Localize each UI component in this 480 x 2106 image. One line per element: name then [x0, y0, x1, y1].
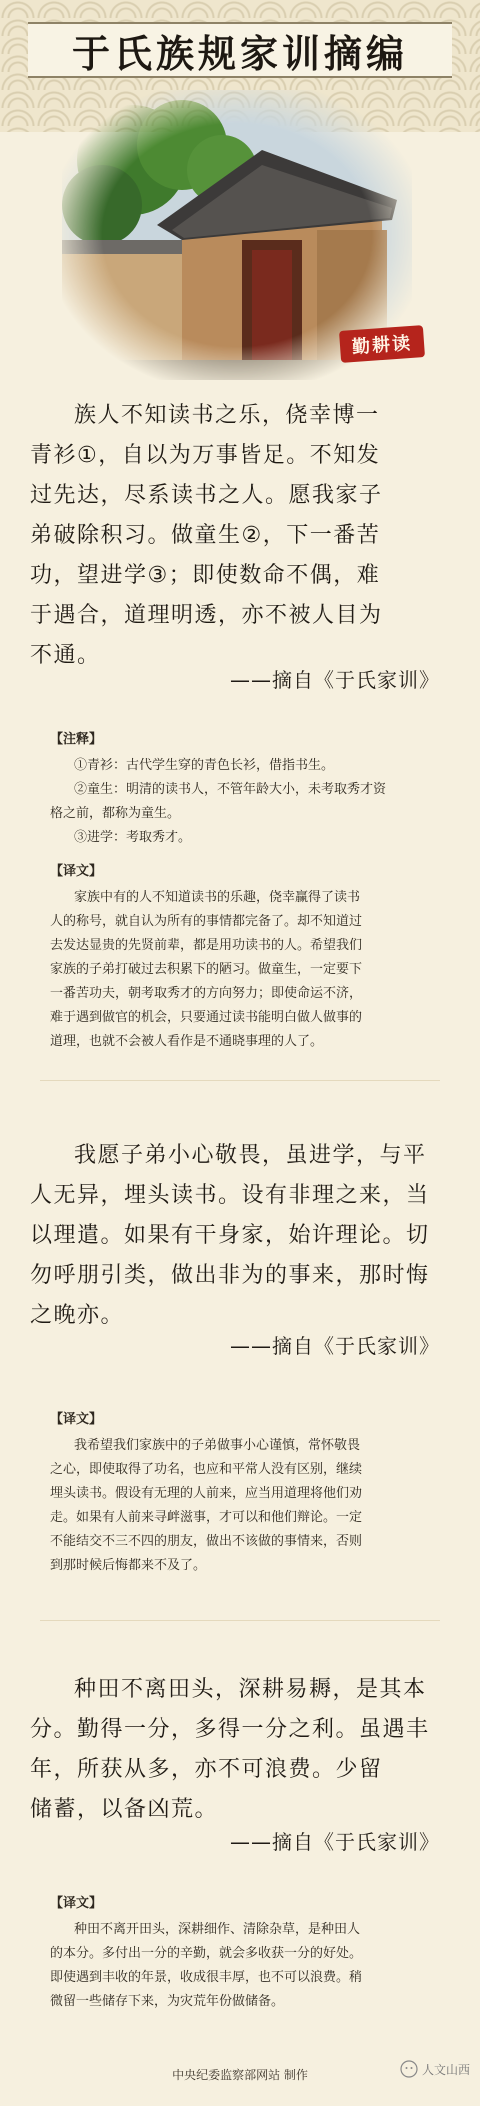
quote-line: 于遇合，道理明透，亦不被人目为 — [30, 603, 383, 628]
quote-line: 人无异，埋头读书。设有非理之来，当 — [30, 1183, 430, 1208]
quote-line: 之晚亦。 — [30, 1303, 125, 1328]
quote-line: 以理遣。如果有干身家，始许理论。切 — [30, 1223, 430, 1248]
translation-line: 种田不离开田头，深耕细作、清除杂草，是种田人 — [74, 1922, 361, 1937]
translation-line: 家族中有的人不知道读书的乐趣，侥幸赢得了读书 — [74, 890, 361, 905]
quote-line: 勿呼朋引类，做出非为的事来，那时悔 — [30, 1263, 430, 1288]
quote-section-3 — [30, 1670, 455, 1830]
section-divider — [40, 1080, 440, 1081]
source-citation: ——摘自《于氏家训》 — [230, 1334, 440, 1358]
quote-line: 族人不知读书之乐，侥幸博一 — [74, 403, 380, 428]
seal-stamp: 勤耕读 — [339, 325, 425, 363]
translation-block — [50, 1408, 440, 1578]
quote-line: 分。勤得一分，多得一分之利。虽遇丰 — [30, 1717, 430, 1742]
translation-label: 【译文】 — [50, 1412, 103, 1427]
quote-line: 功，望进学③；即使数命不偶，难 — [30, 563, 381, 588]
quote-section-2 — [30, 1136, 455, 1336]
translation-block — [50, 1892, 440, 2014]
watermark-text: 人文山西 — [421, 2062, 470, 2077]
source-citation: ——摘自《于氏家训》 — [230, 668, 440, 692]
translation-line: 人的称号，就自认为所有的事情都完备了。却不知道过 — [50, 914, 363, 929]
quote-line: 我愿子弟小心敬畏，虽进学，与平 — [74, 1143, 427, 1168]
translation-line: 道理，也就不会被人看作是不通晓事理的人了。 — [50, 1034, 324, 1049]
translation-line: 即使遇到丰收的年景，收成很丰厚，也不可以浪费。稍 — [50, 1970, 363, 1985]
notes-block — [50, 728, 440, 850]
translation-line: 之心，即使取得了功名，也应和平常人没有区别，继续 — [50, 1462, 363, 1477]
translation-line: 埋头读书。假设有无理的人前来，应当用道理将他们劝 — [50, 1486, 363, 1501]
translation-line: 家族的子弟打破过去积累下的陋习。做童生，一定要下 — [50, 962, 363, 977]
quote-line: 弟破除积习。做童生②，下一番苦 — [30, 523, 381, 548]
notes-label: 【注释】 — [50, 732, 103, 747]
quote-line: 储蓄，以备凶荒。 — [30, 1797, 219, 1822]
quote-line: 青衫①，自以为万事皆足。不知发 — [30, 443, 381, 468]
watermark — [400, 2060, 470, 2078]
note-item: ②童生：明清的读书人，不管年龄大小，未考取秀才资 — [74, 782, 387, 797]
quote-line: 种田不离田头，深耕易耨，是其本 — [74, 1677, 427, 1702]
note-item: ③进学：考取秀才。 — [74, 830, 192, 845]
quote-line: 年，所获从多，亦不可浪费。少留 — [30, 1757, 383, 1782]
translation-line: 到那时候后悔都来不及了。 — [50, 1558, 207, 1573]
note-item: 格之前，都称为童生。 — [50, 806, 181, 821]
wechat-icon — [400, 2060, 418, 2078]
translation-line: 不能结交不三不四的朋友，做出不该做的事情来，否则 — [50, 1534, 363, 1549]
quote-line: 不通。 — [30, 643, 101, 668]
source-citation: ——摘自《于氏家训》 — [230, 1830, 440, 1854]
footer-credit: 中央纪委监察部网站 制作 — [172, 2068, 308, 2082]
translation-line: 去发达显贵的先贤前辈，都是用功读书的人。希望我们 — [50, 938, 363, 953]
translation-label: 【译文】 — [50, 864, 103, 879]
quote-section-1 — [30, 396, 455, 676]
translation-line: 走。如果有人前来寻衅滋事，才可以和他们辩论。一定 — [50, 1510, 363, 1525]
translation-block — [50, 860, 440, 1054]
translation-line: 的本分。多付出一分的辛勤，就会多收获一分的好处。 — [50, 1946, 363, 1961]
translation-line: 一番苦功夫，朝考取秀才的方向努力；即使命运不济， — [50, 986, 363, 1001]
translation-line: 微留一些储存下来，为灾荒年份做储备。 — [50, 1994, 285, 2009]
note-item: ①青衫：古代学生穿的青色长衫，借指书生。 — [74, 758, 335, 773]
translation-label: 【译文】 — [50, 1896, 103, 1911]
translation-line: 我希望我们家族中的子弟做事小心谨慎，常怀敬畏 — [74, 1438, 361, 1453]
title-box — [28, 22, 452, 78]
quote-line: 过先达，尽系读书之人。愿我家子 — [30, 483, 383, 508]
section-divider — [40, 1620, 440, 1621]
translation-line: 难于遇到做官的机会，只要通过读书能明白做人做事的 — [50, 1010, 363, 1025]
page-title: 于氏族规家训摘编 — [71, 30, 408, 76]
